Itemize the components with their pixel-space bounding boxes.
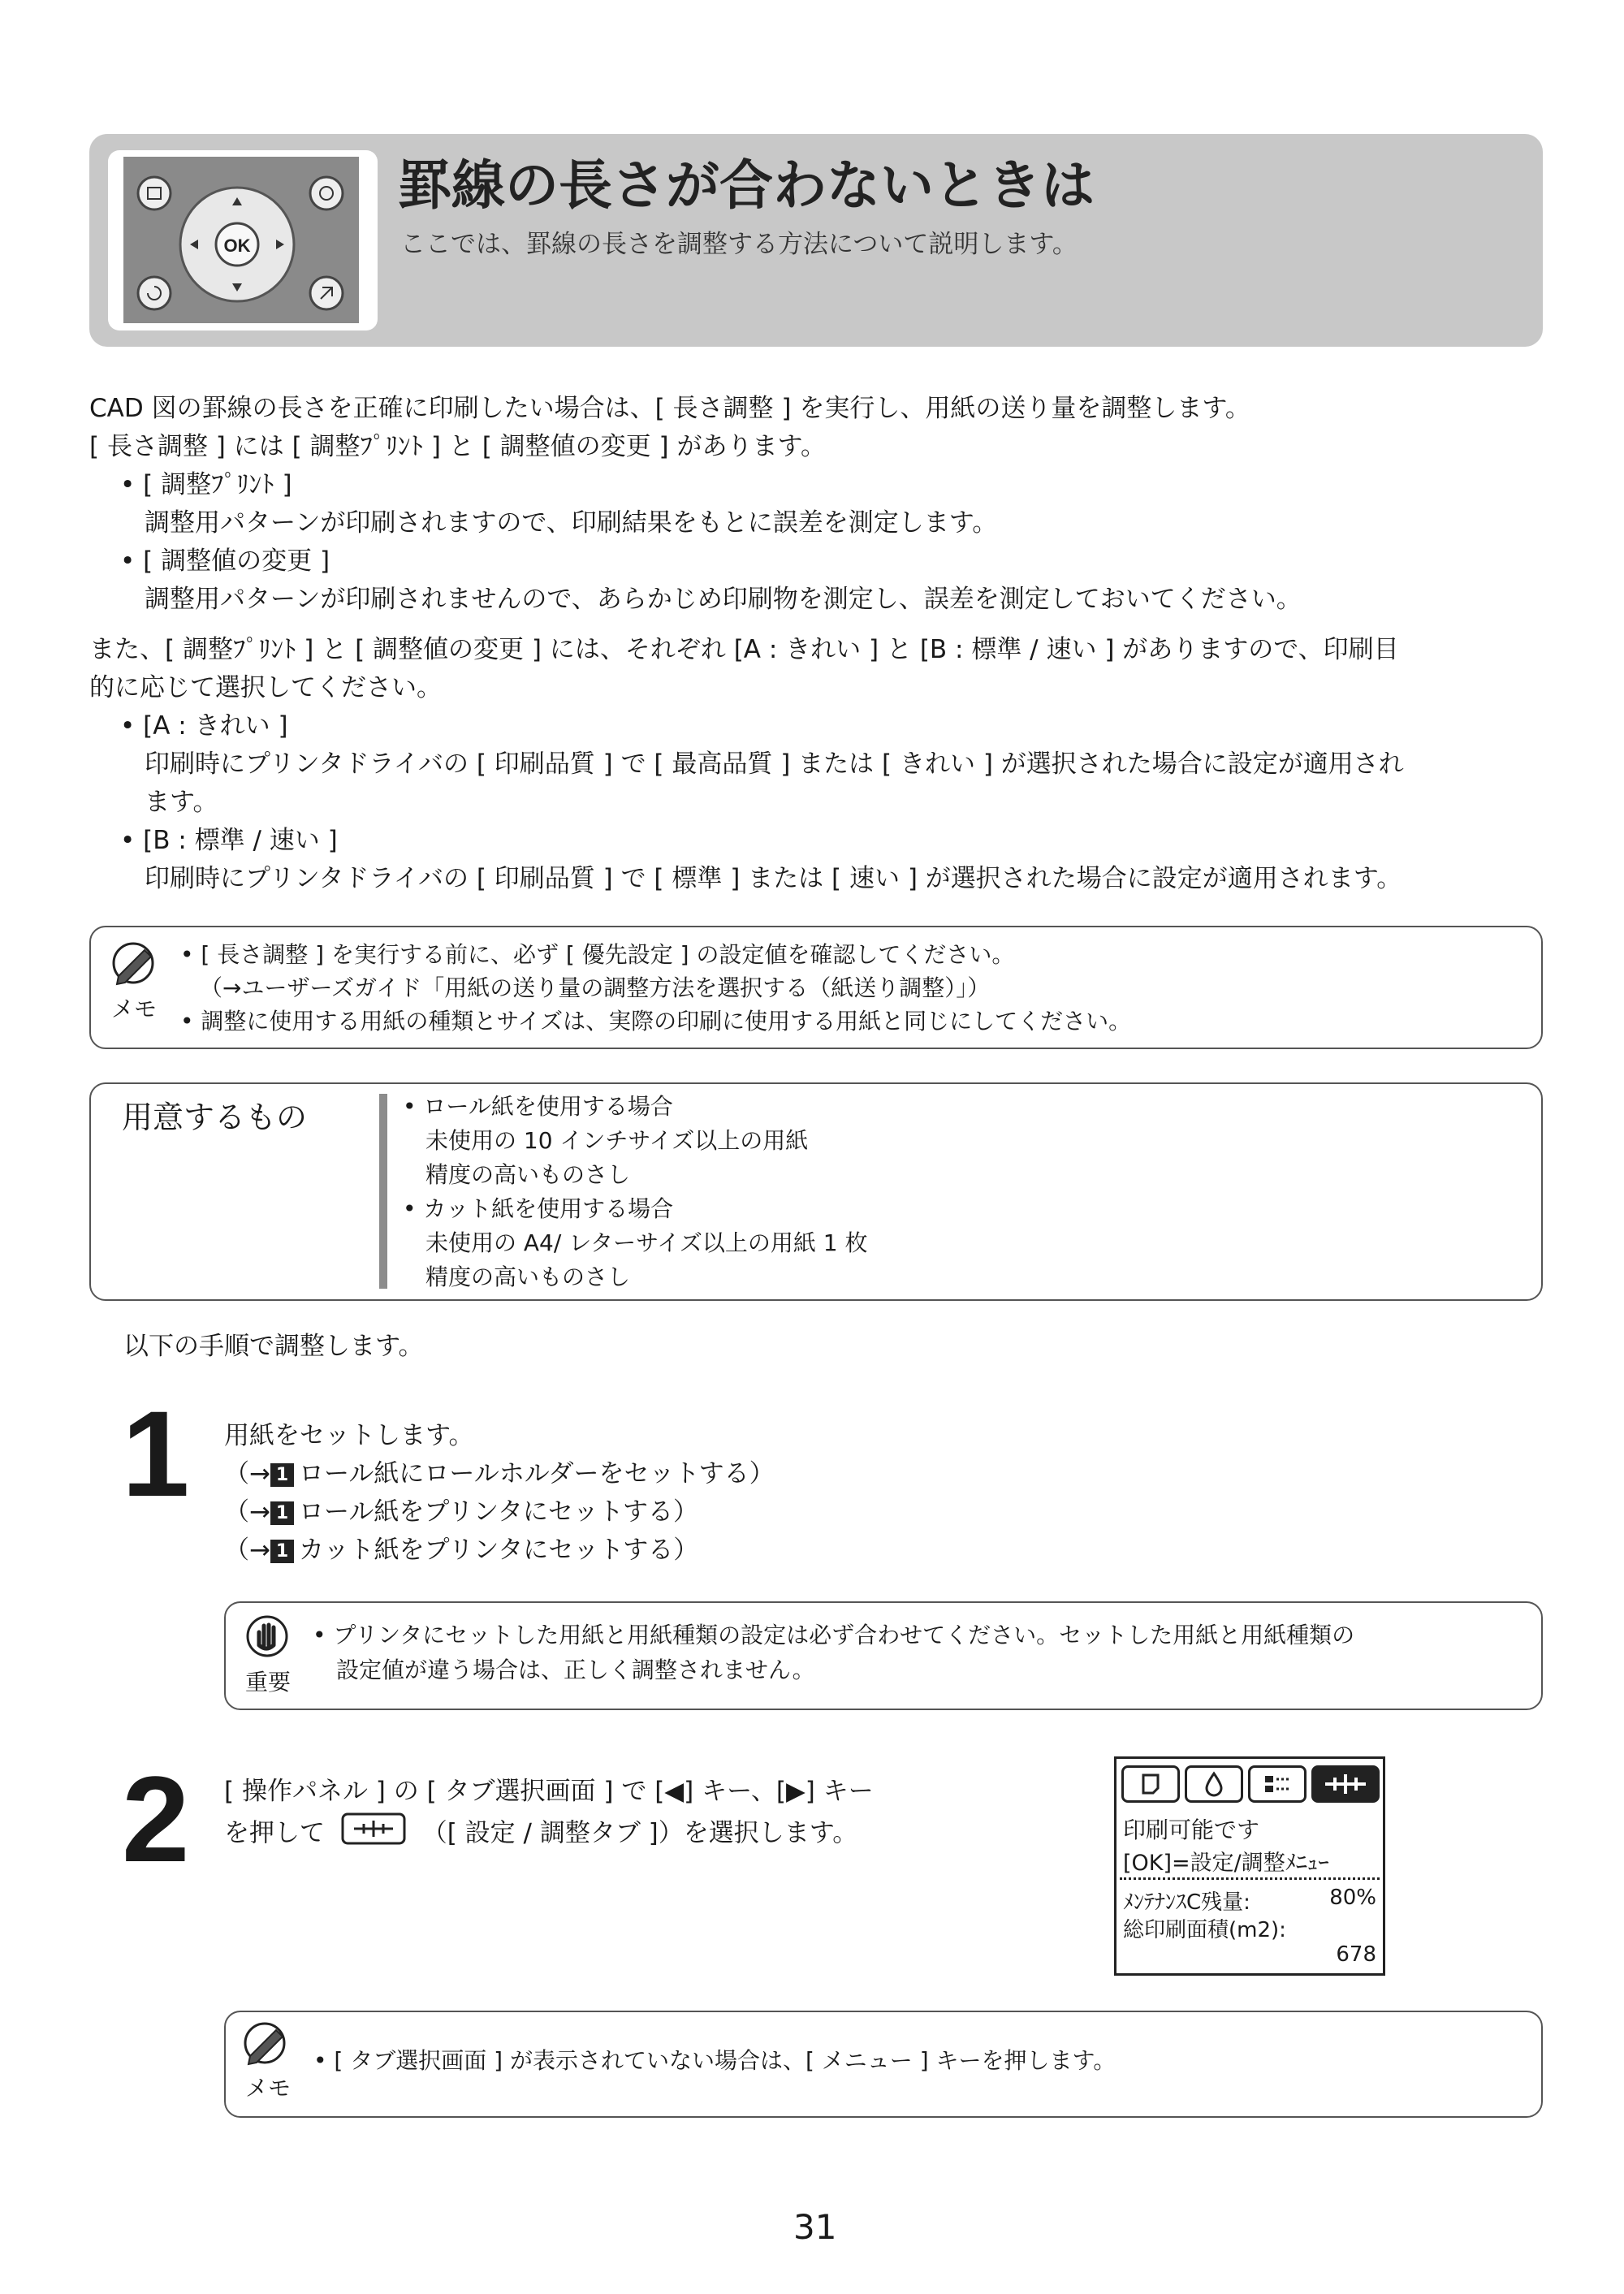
step2-text-part: を押して — [224, 1818, 325, 1848]
preparation-label: 用意するもの — [122, 1099, 308, 1135]
job-list-icon — [1250, 1768, 1304, 1800]
printer-lcd-screen — [1114, 1756, 1385, 1976]
prep-line: 精度の高いものさし — [425, 1264, 631, 1290]
bullet-head: • [B : 標準 / 速い ] — [120, 826, 338, 855]
page-subtitle: ここでは、罫線の長さを調整する方法について説明します。 — [400, 230, 1078, 259]
hand-stop-icon — [245, 1614, 289, 1661]
lcd-maintenance-label: ﾒﾝﾃﾅﾝｽC残量: — [1123, 1890, 1250, 1915]
prep-line: • ロール紙を使用する場合 — [403, 1093, 673, 1120]
page-number: 31 — [793, 2207, 837, 2247]
pencil-icon — [109, 940, 161, 992]
lcd-tab-settings — [1311, 1765, 1380, 1803]
step2-text-line-2 — [224, 1812, 857, 1856]
step1-reference-link[interactable] — [224, 1455, 775, 1493]
step1-reference-link[interactable] — [224, 1531, 698, 1570]
memo-line: • [ タブ選択画面 ] が表示されていない場合は、[ メニュー ] キーを押します。 — [313, 2047, 1116, 2074]
ref-text: ロール紙をプリンタにセットする） — [298, 1497, 698, 1527]
control-panel-icon — [123, 157, 359, 323]
prep-line: 未使用の A4/ レターサイズ以上の用紙 1 枚 — [425, 1229, 868, 1256]
memo-line: • 調整に使用する用紙の種類とサイズは、実際の印刷に使用する用紙と同じにしてください。 — [180, 1008, 1132, 1035]
bullet-body: 調整用パターンが印刷されませんので、あらかじめ印刷物を測定し、誤差を測定しておいてください。 — [145, 585, 1302, 614]
lcd-tab-paper — [1121, 1765, 1180, 1803]
bullet-head: • [ 調整値の変更 ] — [120, 546, 330, 576]
page-title: 罫線の長さが合わないときは — [398, 154, 1095, 217]
ref-text: ロール紙にロールホルダーをセットする） — [298, 1459, 775, 1488]
paper-icon — [1124, 1768, 1177, 1800]
divider-bar — [379, 1094, 387, 1289]
intro-line-2: [ 長さ調整 ] には [ 調整ﾌﾟﾘﾝﾄ ] と [ 調整値の変更 ] があります。 — [89, 432, 826, 461]
control-panel-illustration — [123, 157, 359, 323]
intro-line-1: CAD 図の罫線の長さを正確に印刷したい場合は、[ 長さ調整 ] を実行し、用紙の送り量を調整します。 — [89, 394, 1250, 423]
lcd-status: 印刷可能です — [1123, 1817, 1260, 1843]
step-number: 1 — [122, 1385, 190, 1522]
chapter-number-badge: 1 — [270, 1463, 294, 1487]
bullet-head: • [ 調整ﾌﾟﾘﾝﾄ ] — [120, 470, 292, 499]
memo-line: （→ユーザーズガイド「用紙の送り量の調整方法を選択する（紙送り調整）」） — [200, 974, 991, 1001]
lcd-hint: [OK]=設定/調整ﾒﾆｭｰ — [1123, 1851, 1329, 1876]
chapter-number-badge: 1 — [270, 1540, 294, 1563]
prep-line: 精度の高いものさし — [425, 1161, 631, 1188]
step-number: 2 — [122, 1751, 190, 1887]
lcd-maintenance-value: 80% — [1329, 1886, 1376, 1910]
prep-line: • カット紙を使用する場合 — [403, 1195, 674, 1222]
step1-text: 用紙をセットします。 — [224, 1421, 474, 1450]
ref-prefix: （→ — [224, 1536, 270, 1565]
ref-prefix: （→ — [224, 1497, 270, 1527]
ref-prefix: （→ — [224, 1459, 270, 1488]
step2-text-part: （[ 設定 / 調整タブ ]）を選択します。 — [421, 1818, 858, 1848]
memo-label: メモ — [111, 996, 158, 1022]
pencil-icon — [240, 2020, 292, 2072]
prep-line: 未使用の 10 インチサイズ以上の用紙 — [425, 1127, 809, 1154]
preparation-box — [89, 1082, 1543, 1301]
step1-reference-link[interactable] — [224, 1493, 698, 1531]
lcd-tab-job — [1248, 1765, 1307, 1803]
intro-line-4: 的に応じて選択してください。 — [89, 673, 442, 702]
memo-label: メモ — [245, 2075, 292, 2102]
settings-tab-icon — [341, 1812, 406, 1856]
important-line: 設定値が違う場合は、正しく調整されません。 — [336, 1657, 815, 1683]
settings-tab-icon — [1314, 1768, 1377, 1800]
lcd-divider — [1120, 1877, 1380, 1880]
bullet-body: 調整用パターンが印刷されますので、印刷結果をもとに誤差を測定します。 — [145, 508, 998, 538]
ink-drop-icon — [1187, 1768, 1241, 1800]
step2-text: [ 操作パネル ] の [ タブ選択画面 ] で [◀] キー、[▶] キー — [224, 1777, 874, 1806]
memo-line: • [ 長さ調整 ] を実行する前に、必ず [ 優先設定 ] の設定値を確認してください。 — [180, 941, 1015, 968]
lcd-area-value: 678 — [1336, 1942, 1376, 1967]
chapter-number-badge: 1 — [270, 1501, 294, 1525]
bullet-head: • [A : きれい ] — [120, 711, 288, 741]
procedure-intro: 以下の手順で調整します。 — [123, 1332, 424, 1361]
ok-key-label: OK — [223, 235, 251, 256]
important-label: 重要 — [245, 1669, 292, 1696]
bullet-body: 印刷時にプリンタドライバの [ 印刷品質 ] で [ 最高品質 ] または [ きれい ] が選択された場合に設定が適用され — [145, 750, 1404, 779]
lcd-area-label: 総印刷面積(m2): — [1123, 1918, 1286, 1942]
ref-text: カット紙をプリンタにセットする） — [298, 1536, 699, 1565]
important-line: • プリンタにセットした用紙と用紙種類の設定は必ず合わせてください。セットした用紙と用紙種類の — [313, 1622, 1355, 1648]
bullet-body: ます。 — [145, 788, 218, 817]
bullet-body: 印刷時にプリンタドライバの [ 印刷品質 ] で [ 標準 ] または [ 速い ] が選択された場合に設定が適用されます。 — [145, 864, 1402, 893]
intro-line-3: また、[ 調整ﾌﾟﾘﾝﾄ ] と [ 調整値の変更 ] には、それぞれ [A : きれい ] と [B : 標準 / 速い ] がありますので、印刷目 — [89, 635, 1399, 664]
lcd-tab-ink — [1185, 1765, 1243, 1803]
